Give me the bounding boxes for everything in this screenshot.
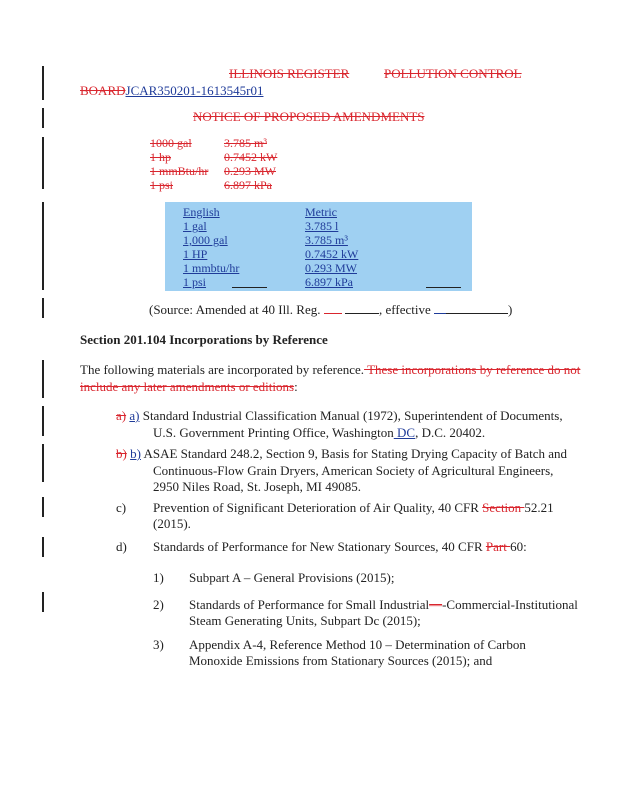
subitem-1-line-1: Subpart A – General Provisions (2015); <box>189 570 395 585</box>
change-bar <box>42 137 44 189</box>
item-a-line-2 <box>153 425 485 441</box>
item-text: Standards of Performance for New Stationary Sources, 40 CFR <box>153 539 486 554</box>
item-text: , D.C. 20402. <box>415 425 486 440</box>
item-text: 60: <box>510 539 527 554</box>
inserted-dc: DC <box>393 425 416 440</box>
change-bar <box>42 497 44 517</box>
subitem-2-line-1 <box>189 597 578 613</box>
deleted-metric-cell: 0.293 MW <box>224 164 276 178</box>
source-prefix: (Source: Amended at 40 Ill. Reg. <box>149 302 321 317</box>
inserted-metric-cell: 0.293 MW <box>305 261 357 275</box>
item-label-inserted: a) <box>129 408 140 423</box>
change-bar <box>42 537 44 557</box>
change-bar <box>42 108 44 128</box>
deleted-english-cell: 1 mmBtu/hr <box>150 164 209 178</box>
board-word-deleted: BOARD <box>80 83 126 98</box>
item-text: ASAE Standard 248.2, Section 9, Basis for Stating Drying Capacity of Batch and <box>143 446 568 461</box>
deleted-english-cell: 1 hp <box>150 150 171 164</box>
source-suffix: ) <box>507 302 513 317</box>
source-note <box>149 302 512 318</box>
inserted-metric-cell: 3.785 m³ <box>305 233 348 247</box>
change-bar <box>42 202 44 290</box>
deleted-metric-cell: 0.7452 kW <box>224 150 278 164</box>
intro-line-1 <box>80 362 580 378</box>
inserted-english-cell: 1,000 gal <box>183 233 228 247</box>
inserted-english-cell: 1 HP <box>183 247 208 261</box>
inserted-english-cell: 1 psi <box>183 275 207 289</box>
inserted-metric-cell: 3.785 l <box>305 219 339 233</box>
notice-title-deleted: NOTICE OF PROPOSED AMENDMENTS <box>193 109 425 124</box>
inserted-metric-cell: 6.897 kPa <box>305 275 353 289</box>
item-text: U.S. Government Printing Office, Washington <box>153 425 394 440</box>
inserted-metric-cell: 0.7452 kW <box>305 247 359 261</box>
intro-line-2 <box>80 379 298 395</box>
deleted-metric-cell: 3.785 m³ <box>224 136 267 150</box>
inserted-english-cell: 1 mmbtu/hr <box>183 261 240 275</box>
subitem-3-line-1: Appendix A-4, Reference Method 10 – Determination of Carbon <box>189 637 526 652</box>
intro-kept-text: The following materials are incorporated by reference. <box>80 362 365 377</box>
intro-end: : <box>294 379 298 394</box>
source-effective: , effective <box>379 302 431 317</box>
deleted-english-cell: 1000 gal <box>150 136 192 150</box>
register-blank-deleted <box>324 313 342 314</box>
register-blank <box>345 313 379 314</box>
board-title-deleted: POLLUTION CONTROL <box>384 66 522 81</box>
item-label-inserted: b) <box>130 446 141 461</box>
header-line-2 <box>80 83 263 99</box>
item-b-line-2: Continuous-Flow Grain Dryers, American Society of Agricultural Engineers, <box>153 463 554 478</box>
intro-deleted-text-2: include any later amendments or editions <box>80 379 295 394</box>
doc-id-inserted: JCAR350201-1613545r01 <box>125 83 264 98</box>
deleted-section-word: Section <box>482 500 525 515</box>
item-text: 52.21 <box>524 500 554 515</box>
change-bar <box>42 444 44 482</box>
change-bar <box>42 298 44 318</box>
item-b-line-1 <box>116 446 567 462</box>
item-label-deleted: b) <box>116 446 127 461</box>
effective-blank-inserted <box>434 313 446 314</box>
deleted-dash: — <box>429 597 443 612</box>
item-text: Standards of Performance for Small Industrial <box>189 597 430 612</box>
effective-blank <box>446 313 508 314</box>
table-rule <box>426 287 461 288</box>
item-b-line-3: 2950 Niles Road, St. Joseph, MI 49085. <box>153 479 361 494</box>
deleted-part-word: Part <box>485 539 511 554</box>
deleted-english-cell: 1 psi <box>150 178 174 192</box>
subitem-2-line-2: Steam Generating Units, Subpart Dc (2015); <box>189 613 421 628</box>
item-a-line-1 <box>116 408 563 424</box>
subitem-3-label: 3) <box>153 637 164 652</box>
item-c-line-1 <box>153 500 554 516</box>
subitem-1-label: 1) <box>153 570 164 585</box>
item-c-label: c) <box>116 500 127 515</box>
change-bar <box>42 406 44 436</box>
item-label-deleted: a) <box>116 408 127 423</box>
section-title: Section 201.104 Incorporations by Reference <box>80 332 328 347</box>
column-header-metric: Metric <box>305 205 337 219</box>
item-d-label: d) <box>116 539 127 554</box>
change-bar <box>42 360 44 398</box>
item-text: Standard Industrial Classification Manual (1972), Superintendent of Documents, <box>142 408 563 423</box>
item-text: -Commercial-Institutional <box>442 597 578 612</box>
change-bar <box>42 66 44 100</box>
item-c-line-2: (2015). <box>153 516 191 531</box>
table-rule <box>232 287 267 288</box>
change-bar <box>42 592 44 612</box>
subitem-2-label: 2) <box>153 597 164 612</box>
column-header-english: English <box>183 205 220 219</box>
intro-deleted-text-1: These incorporations by reference do not <box>364 362 581 377</box>
subitem-3-line-2: Monoxide Emissions from Stationary Sources (2015); and <box>189 653 493 668</box>
register-title-deleted: ILLINOIS REGISTER <box>229 66 350 81</box>
item-text: Prevention of Significant Deterioration of Air Quality, 40 CFR <box>153 500 483 515</box>
deleted-metric-cell: 6.897 kPa <box>224 178 272 192</box>
item-d-line-1 <box>153 539 527 555</box>
inserted-english-cell: 1 gal <box>183 219 207 233</box>
